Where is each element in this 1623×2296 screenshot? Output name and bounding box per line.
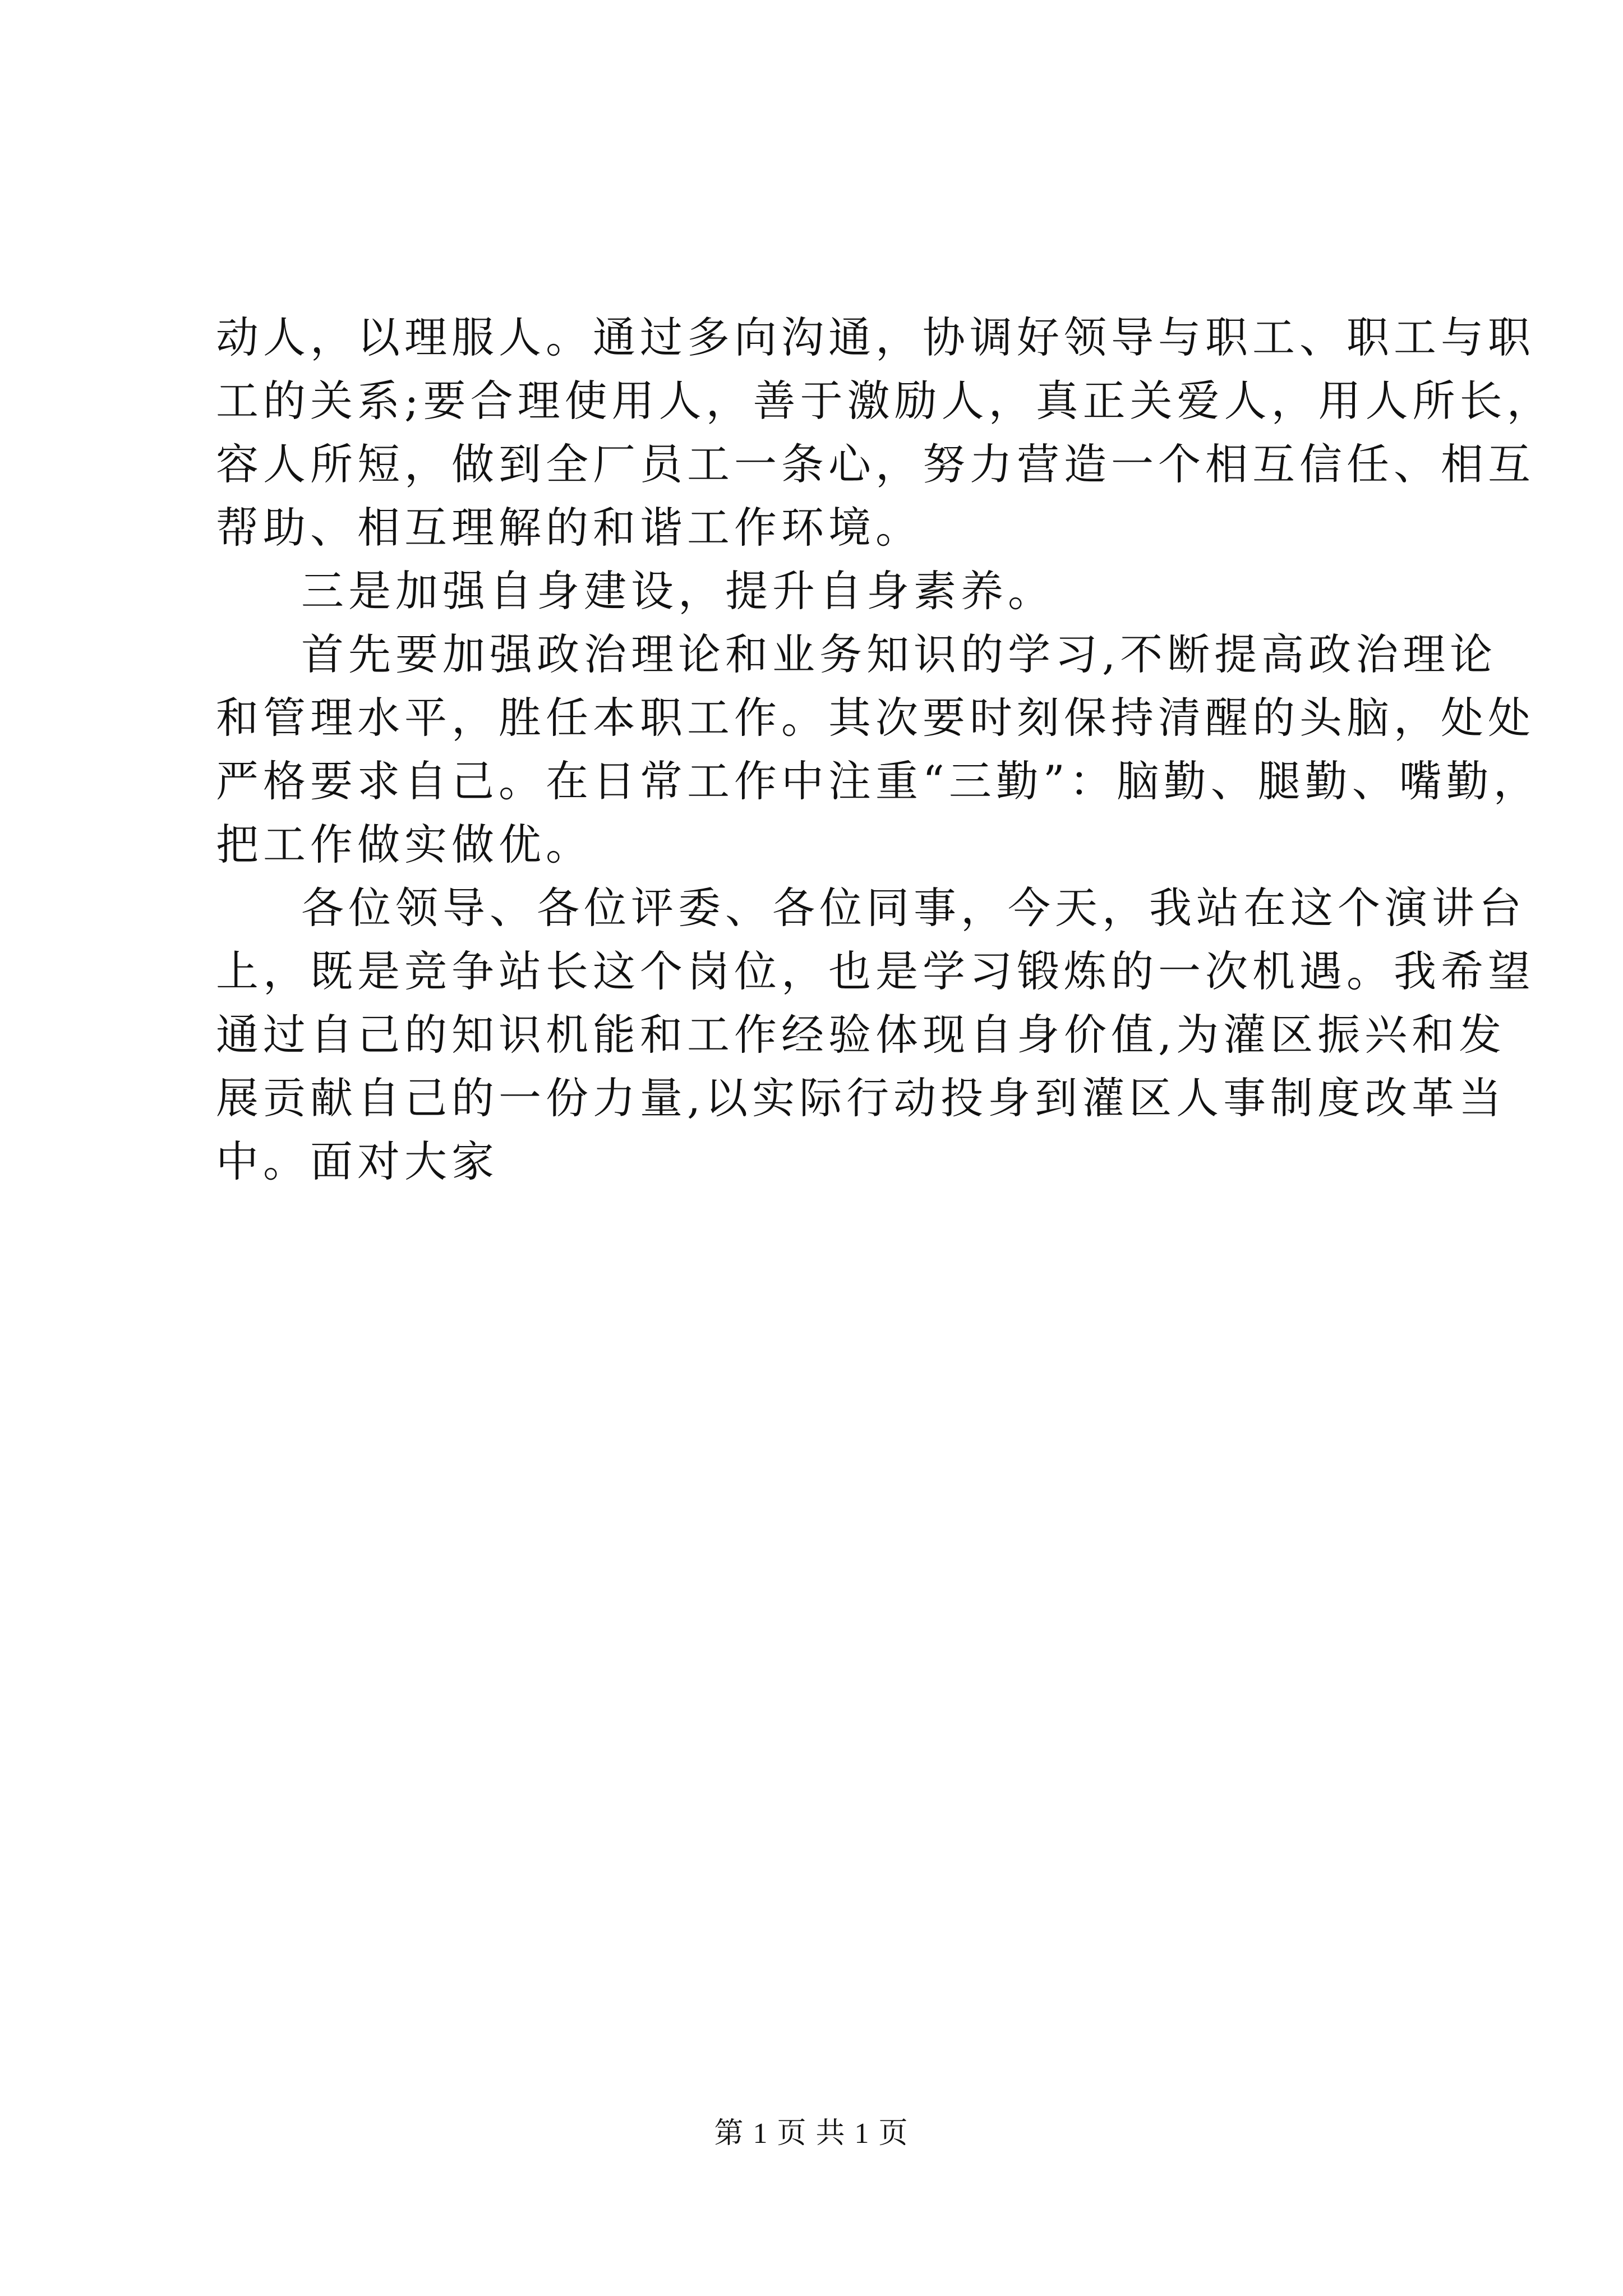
text-line-9: 把工作做实做优。 (216, 820, 593, 869)
text-line-14: 中。面对大家 (216, 1137, 499, 1186)
document-body (216, 306, 1554, 1193)
text-line-3: 容人所短，做到全厂员工一条心，努力营造一个相互信任、相互 (216, 439, 1535, 489)
text-line-11: 上，既是竞争站长这个岗位，也是学习锻炼的一次机遇。我希望 (216, 946, 1535, 996)
text-line-2: 工的关系;要合理使用人，善于激励人，真正关爱人，用人所长， (216, 376, 1554, 426)
page-footer: 第 1 页 共 1 页 (714, 2118, 909, 2150)
text-line-12: 通过自己的知识机能和工作经验体现自身价值,为灌区振兴和发 (216, 1010, 1506, 1060)
text-line-8: 严格要求自己。在日常工作中注重“三勤”：脑勤、腿勤、嘴勤， (216, 756, 1541, 806)
text-line-1: 动人，以理服人。通过多向沟通，协调好领导与职工、职工与职 (216, 312, 1535, 362)
text-line-10: 各位领导、各位评委、各位同事，今天，我站在这个演讲台 (301, 883, 1526, 933)
text-line-6: 首先要加强政治理论和业务知识的学习,不断提高政治理论 (301, 629, 1497, 679)
text-line-7: 和管理水平，胜任本职工作。其次要时刻保持清醒的头脑，处处 (216, 693, 1535, 743)
text-line-4: 帮助、相互理解的和谐工作环境。 (216, 503, 923, 553)
text-line-13: 展贡献自己的一份力量,以实际行动投身到灌区人事制度改革当 (216, 1073, 1506, 1123)
text-line-5: 三是加强自身建设，提升自身素养。 (301, 566, 1055, 616)
